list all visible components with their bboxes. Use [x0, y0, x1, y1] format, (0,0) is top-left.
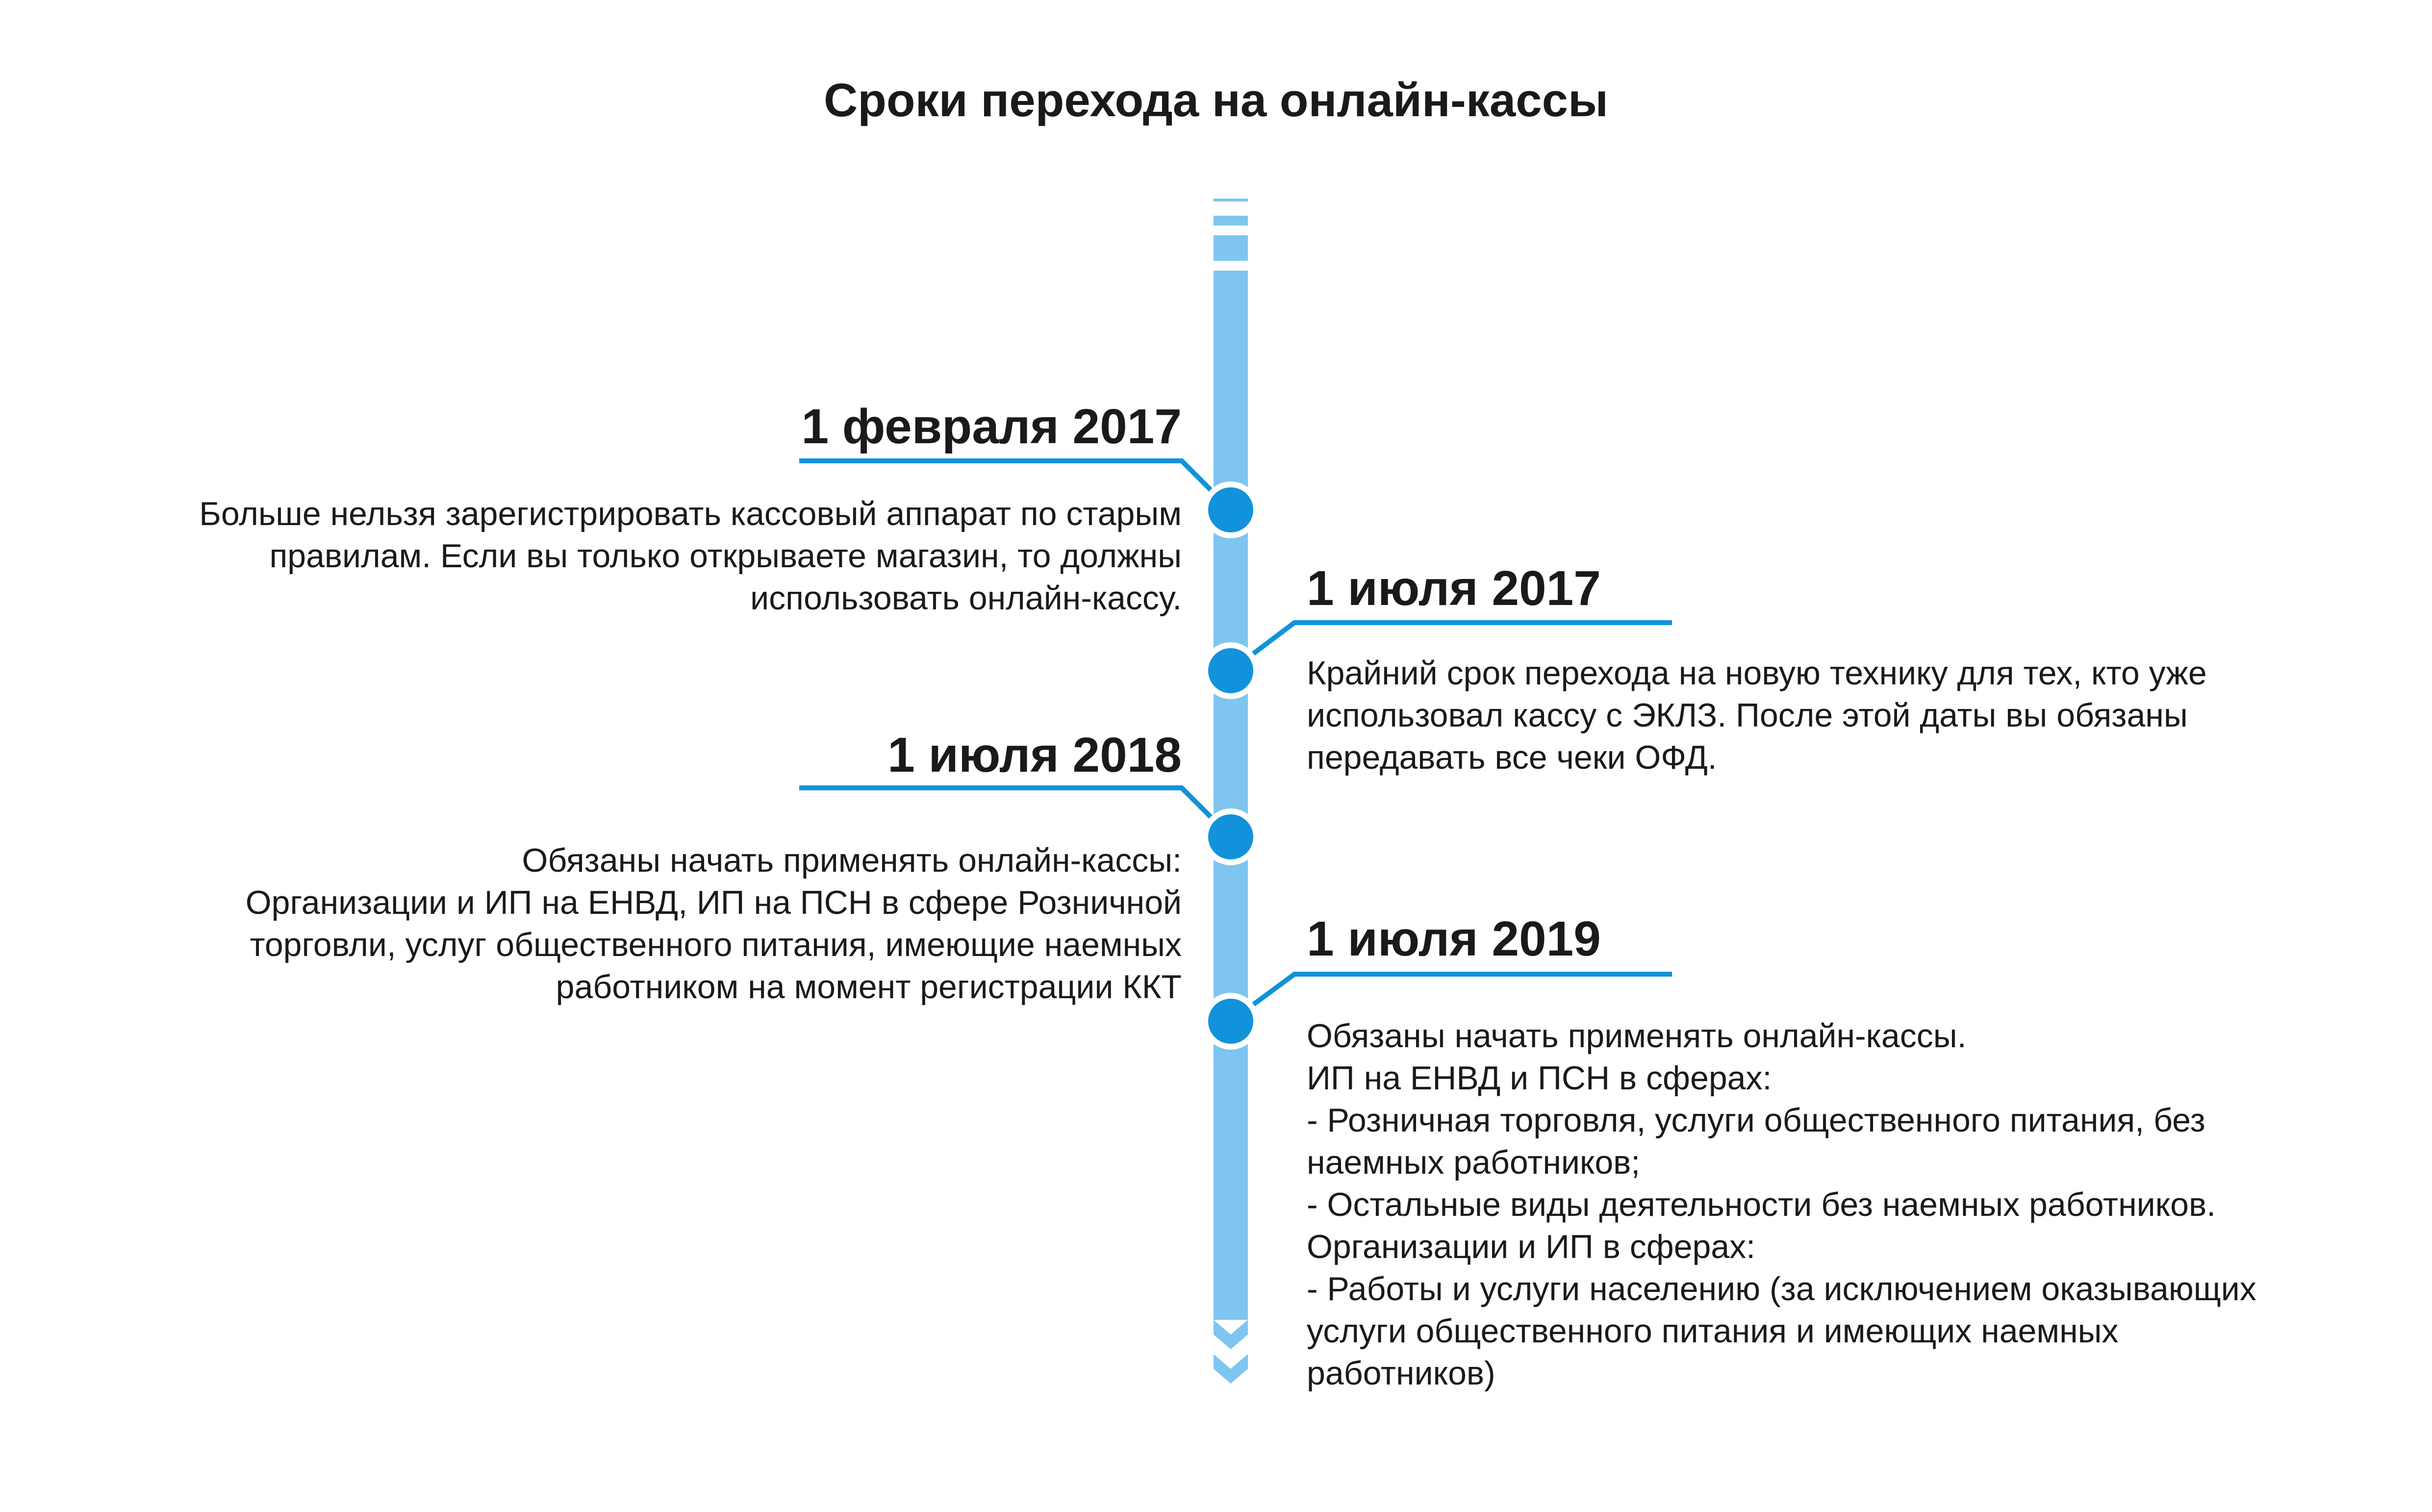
event-desc-4-line: - Остальные виды деятельности без наемных работников. [1307, 1186, 2216, 1223]
event-desc-3 [246, 839, 1182, 1008]
timeline-dot-4 [1205, 996, 1256, 1047]
event-desc-2-line: передавать все чеки ОФД. [1307, 739, 1717, 776]
timeline-dot-2 [1205, 645, 1256, 696]
event-desc-2 [1307, 652, 2207, 779]
event-desc-2-line: использовал кассу с ЭКЛЗ. После этой даты вы обязаны [1307, 697, 2188, 734]
event-desc-2-line: Крайний срок перехода на новую технику для тех, кто уже [1307, 655, 2207, 692]
event-date-1: 1 февраля 2017 [801, 399, 1182, 454]
connector-event-3 [799, 788, 1231, 837]
event-desc-3-line: Обязаны начать применять онлайн-кассы: [522, 842, 1182, 879]
event-desc-3-line: Организации и ИП на ЕНВД, ИП на ПСН в сфере Розничной [245, 884, 1182, 921]
event-desc-4-line: Обязаны начать применять онлайн-кассы. [1307, 1017, 1967, 1055]
event-desc-4-line: услуги общественного питания и имеющих наемных [1307, 1312, 2119, 1350]
event-desc-4-line: - Розничная торговля, услуги общественного питания, без [1307, 1102, 2205, 1139]
event-desc-4-line: работников) [1307, 1355, 1495, 1392]
timeline-bar [1214, 271, 1248, 1320]
event-desc-4-line: - Работы и услуги населению (за исключением оказывающих [1307, 1270, 2256, 1308]
timeline-top-dash-1 [1214, 199, 1248, 202]
event-date-2: 1 июля 2017 [1307, 561, 1601, 616]
event-desc-4 [1307, 1015, 2256, 1394]
event-desc-1 [199, 493, 1182, 619]
event-desc-3-line: работником на момент регистрации ККТ [556, 968, 1182, 1006]
timeline-dot-3 [1205, 811, 1256, 862]
event-desc-3-line: торговли, услуг общественного питания, имеющие наемных [250, 926, 1182, 963]
event-desc-4-line: ИП на ЕНВД и ПСН в сферах: [1307, 1059, 1772, 1097]
event-date-4: 1 июля 2019 [1307, 911, 1601, 966]
event-desc-1-line: правилам. Если вы только открываете магазин, то должны [269, 537, 1182, 575]
event-desc-1-line: Больше нельзя зарегистрировать кассовый аппарат по старым [199, 495, 1182, 532]
event-desc-4-line: наемных работников; [1307, 1144, 1641, 1181]
event-desc-1-line: использовать онлайн-кассу. [750, 580, 1182, 617]
page-title: Сроки перехода на онлайн-кассы [823, 74, 1609, 126]
timeline-top-dash-2 [1214, 216, 1248, 226]
timeline-dot-1 [1205, 484, 1256, 535]
event-desc-4-line: Организации и ИП в сферах: [1307, 1228, 1756, 1265]
connector-event-4 [1231, 974, 1672, 1021]
event-date-3: 1 июля 2018 [887, 728, 1182, 782]
timeline-chevron-2 [1214, 1354, 1248, 1384]
timeline-chevron-1 [1214, 1320, 1248, 1349]
timeline-top-dash-3 [1214, 235, 1248, 261]
